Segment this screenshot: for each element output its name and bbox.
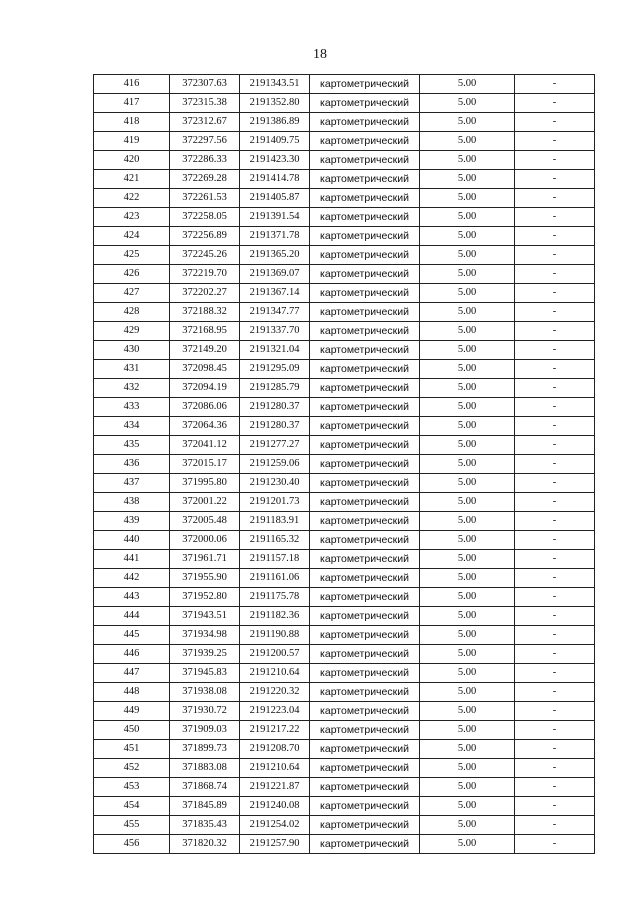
x-coordinate-cell: 372094.19 (170, 379, 240, 398)
y-coordinate-cell: 2191343.51 (240, 75, 310, 94)
table-row (94, 569, 595, 588)
precision-cell: 5.00 (420, 246, 515, 265)
x-coordinate-cell: 371899.73 (170, 740, 240, 759)
x-coordinate-cell: 371868.74 (170, 778, 240, 797)
method-cell: картометрический (310, 322, 420, 341)
note-cell: - (515, 797, 595, 816)
precision-cell: 5.00 (420, 265, 515, 284)
point-number-cell: 427 (94, 284, 170, 303)
method-cell: картометрический (310, 113, 420, 132)
x-coordinate-cell: 372245.26 (170, 246, 240, 265)
precision-cell: 5.00 (420, 398, 515, 417)
x-coordinate-cell: 371938.08 (170, 683, 240, 702)
note-cell: - (515, 493, 595, 512)
y-coordinate-cell: 2191347.77 (240, 303, 310, 322)
method-cell: картометрический (310, 227, 420, 246)
table-row (94, 455, 595, 474)
note-cell: - (515, 303, 595, 322)
point-number-cell: 425 (94, 246, 170, 265)
y-coordinate-cell: 2191409.75 (240, 132, 310, 151)
precision-cell: 5.00 (420, 664, 515, 683)
note-cell: - (515, 208, 595, 227)
y-coordinate-cell: 2191182.36 (240, 607, 310, 626)
method-cell: картометрический (310, 436, 420, 455)
table-row (94, 512, 595, 531)
table-row (94, 474, 595, 493)
point-number-cell: 416 (94, 75, 170, 94)
table-row (94, 759, 595, 778)
note-cell: - (515, 474, 595, 493)
method-cell: картометрический (310, 265, 420, 284)
method-cell: картометрический (310, 417, 420, 436)
precision-cell: 5.00 (420, 493, 515, 512)
point-number-cell: 429 (94, 322, 170, 341)
method-cell: картометрический (310, 493, 420, 512)
table-row (94, 227, 595, 246)
x-coordinate-cell: 372286.33 (170, 151, 240, 170)
x-coordinate-cell: 372258.05 (170, 208, 240, 227)
x-coordinate-cell: 371883.08 (170, 759, 240, 778)
table-row (94, 208, 595, 227)
y-coordinate-cell: 2191369.07 (240, 265, 310, 284)
note-cell: - (515, 170, 595, 189)
note-cell: - (515, 816, 595, 835)
x-coordinate-cell: 372098.45 (170, 360, 240, 379)
table-row (94, 531, 595, 550)
precision-cell: 5.00 (420, 113, 515, 132)
point-number-cell: 447 (94, 664, 170, 683)
method-cell: картометрический (310, 455, 420, 474)
y-coordinate-cell: 2191254.02 (240, 816, 310, 835)
y-coordinate-cell: 2191321.04 (240, 341, 310, 360)
method-cell: картометрический (310, 778, 420, 797)
method-cell: картометрический (310, 189, 420, 208)
y-coordinate-cell: 2191175.78 (240, 588, 310, 607)
precision-cell: 5.00 (420, 284, 515, 303)
precision-cell: 5.00 (420, 702, 515, 721)
x-coordinate-cell: 372041.12 (170, 436, 240, 455)
precision-cell: 5.00 (420, 797, 515, 816)
precision-cell: 5.00 (420, 227, 515, 246)
table-row (94, 303, 595, 322)
x-coordinate-cell: 371955.90 (170, 569, 240, 588)
method-cell: картометрический (310, 531, 420, 550)
x-coordinate-cell: 372005.48 (170, 512, 240, 531)
precision-cell: 5.00 (420, 588, 515, 607)
note-cell: - (515, 645, 595, 664)
precision-cell: 5.00 (420, 740, 515, 759)
precision-cell: 5.00 (420, 322, 515, 341)
point-number-cell: 428 (94, 303, 170, 322)
x-coordinate-cell: 372188.32 (170, 303, 240, 322)
y-coordinate-cell: 2191223.04 (240, 702, 310, 721)
x-coordinate-cell: 371945.83 (170, 664, 240, 683)
note-cell: - (515, 569, 595, 588)
table-row (94, 816, 595, 835)
table-row (94, 797, 595, 816)
y-coordinate-cell: 2191230.40 (240, 474, 310, 493)
y-coordinate-cell: 2191423.30 (240, 151, 310, 170)
method-cell: картометрический (310, 569, 420, 588)
table-row (94, 75, 595, 94)
table-row (94, 113, 595, 132)
y-coordinate-cell: 2191221.87 (240, 778, 310, 797)
point-number-cell: 433 (94, 398, 170, 417)
method-cell: картометрический (310, 208, 420, 227)
table-row (94, 132, 595, 151)
table-row (94, 664, 595, 683)
precision-cell: 5.00 (420, 683, 515, 702)
y-coordinate-cell: 2191190.88 (240, 626, 310, 645)
note-cell: - (515, 398, 595, 417)
y-coordinate-cell: 2191157.18 (240, 550, 310, 569)
x-coordinate-cell: 372149.20 (170, 341, 240, 360)
precision-cell: 5.00 (420, 626, 515, 645)
note-cell: - (515, 759, 595, 778)
page-number: 18 (313, 47, 327, 62)
y-coordinate-cell: 2191405.87 (240, 189, 310, 208)
x-coordinate-cell: 372261.53 (170, 189, 240, 208)
note-cell: - (515, 436, 595, 455)
note-cell: - (515, 778, 595, 797)
precision-cell: 5.00 (420, 94, 515, 113)
x-coordinate-cell: 371820.32 (170, 835, 240, 854)
coordinates-table (93, 74, 595, 854)
precision-cell: 5.00 (420, 607, 515, 626)
note-cell: - (515, 702, 595, 721)
y-coordinate-cell: 2191280.37 (240, 398, 310, 417)
point-number-cell: 454 (94, 797, 170, 816)
precision-cell: 5.00 (420, 816, 515, 835)
table-row (94, 151, 595, 170)
precision-cell: 5.00 (420, 170, 515, 189)
note-cell: - (515, 132, 595, 151)
precision-cell: 5.00 (420, 151, 515, 170)
y-coordinate-cell: 2191295.09 (240, 360, 310, 379)
note-cell: - (515, 550, 595, 569)
y-coordinate-cell: 2191352.80 (240, 94, 310, 113)
precision-cell: 5.00 (420, 132, 515, 151)
note-cell: - (515, 683, 595, 702)
x-coordinate-cell: 371934.98 (170, 626, 240, 645)
precision-cell: 5.00 (420, 303, 515, 322)
precision-cell: 5.00 (420, 208, 515, 227)
method-cell: картометрический (310, 379, 420, 398)
method-cell: картометрический (310, 246, 420, 265)
note-cell: - (515, 227, 595, 246)
y-coordinate-cell: 2191183.91 (240, 512, 310, 531)
point-number-cell: 449 (94, 702, 170, 721)
precision-cell: 5.00 (420, 531, 515, 550)
precision-cell: 5.00 (420, 721, 515, 740)
table-row (94, 835, 595, 854)
y-coordinate-cell: 2191257.90 (240, 835, 310, 854)
point-number-cell: 440 (94, 531, 170, 550)
point-number-cell: 418 (94, 113, 170, 132)
precision-cell: 5.00 (420, 455, 515, 474)
table-row (94, 360, 595, 379)
table-row (94, 683, 595, 702)
x-coordinate-cell: 372219.70 (170, 265, 240, 284)
note-cell: - (515, 835, 595, 854)
table-row (94, 170, 595, 189)
x-coordinate-cell: 371952.80 (170, 588, 240, 607)
table-row (94, 550, 595, 569)
y-coordinate-cell: 2191220.32 (240, 683, 310, 702)
point-number-cell: 436 (94, 455, 170, 474)
method-cell: картометрический (310, 721, 420, 740)
note-cell: - (515, 740, 595, 759)
point-number-cell: 442 (94, 569, 170, 588)
precision-cell: 5.00 (420, 189, 515, 208)
point-number-cell: 441 (94, 550, 170, 569)
table-row (94, 436, 595, 455)
method-cell: картометрический (310, 588, 420, 607)
precision-cell: 5.00 (420, 474, 515, 493)
method-cell: картометрический (310, 607, 420, 626)
point-number-cell: 448 (94, 683, 170, 702)
y-coordinate-cell: 2191240.08 (240, 797, 310, 816)
y-coordinate-cell: 2191337.70 (240, 322, 310, 341)
note-cell: - (515, 246, 595, 265)
y-coordinate-cell: 2191365.20 (240, 246, 310, 265)
point-number-cell: 435 (94, 436, 170, 455)
method-cell: картометрический (310, 132, 420, 151)
method-cell: картометрический (310, 664, 420, 683)
x-coordinate-cell: 372297.56 (170, 132, 240, 151)
y-coordinate-cell: 2191386.89 (240, 113, 310, 132)
x-coordinate-cell: 372168.95 (170, 322, 240, 341)
point-number-cell: 455 (94, 816, 170, 835)
y-coordinate-cell: 2191161.06 (240, 569, 310, 588)
coordinates-table-body (94, 75, 595, 854)
point-number-cell: 423 (94, 208, 170, 227)
note-cell: - (515, 417, 595, 436)
precision-cell: 5.00 (420, 645, 515, 664)
x-coordinate-cell: 372315.38 (170, 94, 240, 113)
note-cell: - (515, 113, 595, 132)
method-cell: картометрический (310, 645, 420, 664)
note-cell: - (515, 360, 595, 379)
note-cell: - (515, 265, 595, 284)
precision-cell: 5.00 (420, 835, 515, 854)
x-coordinate-cell: 372312.67 (170, 113, 240, 132)
y-coordinate-cell: 2191280.37 (240, 417, 310, 436)
x-coordinate-cell: 372064.36 (170, 417, 240, 436)
table-row (94, 607, 595, 626)
y-coordinate-cell: 2191277.27 (240, 436, 310, 455)
x-coordinate-cell: 371930.72 (170, 702, 240, 721)
x-coordinate-cell: 371845.89 (170, 797, 240, 816)
method-cell: картометрический (310, 94, 420, 113)
y-coordinate-cell: 2191201.73 (240, 493, 310, 512)
precision-cell: 5.00 (420, 75, 515, 94)
note-cell: - (515, 664, 595, 683)
table-row (94, 721, 595, 740)
point-number-cell: 444 (94, 607, 170, 626)
method-cell: картометрический (310, 816, 420, 835)
note-cell: - (515, 341, 595, 360)
point-number-cell: 432 (94, 379, 170, 398)
x-coordinate-cell: 371939.25 (170, 645, 240, 664)
y-coordinate-cell: 2191200.57 (240, 645, 310, 664)
note-cell: - (515, 607, 595, 626)
precision-cell: 5.00 (420, 360, 515, 379)
point-number-cell: 419 (94, 132, 170, 151)
point-number-cell: 420 (94, 151, 170, 170)
precision-cell: 5.00 (420, 379, 515, 398)
table-row (94, 341, 595, 360)
precision-cell: 5.00 (420, 569, 515, 588)
point-number-cell: 424 (94, 227, 170, 246)
method-cell: картометрический (310, 512, 420, 531)
x-coordinate-cell: 371943.51 (170, 607, 240, 626)
method-cell: картометрический (310, 303, 420, 322)
point-number-cell: 422 (94, 189, 170, 208)
table-row (94, 246, 595, 265)
x-coordinate-cell: 372269.28 (170, 170, 240, 189)
note-cell: - (515, 455, 595, 474)
point-number-cell: 437 (94, 474, 170, 493)
point-number-cell: 430 (94, 341, 170, 360)
table-row (94, 702, 595, 721)
note-cell: - (515, 721, 595, 740)
point-number-cell: 451 (94, 740, 170, 759)
x-coordinate-cell: 371835.43 (170, 816, 240, 835)
table-row (94, 493, 595, 512)
table-row (94, 417, 595, 436)
method-cell: картометрический (310, 626, 420, 645)
note-cell: - (515, 626, 595, 645)
note-cell: - (515, 379, 595, 398)
note-cell: - (515, 189, 595, 208)
x-coordinate-cell: 372000.06 (170, 531, 240, 550)
x-coordinate-cell: 371909.03 (170, 721, 240, 740)
point-number-cell: 453 (94, 778, 170, 797)
note-cell: - (515, 75, 595, 94)
point-number-cell: 445 (94, 626, 170, 645)
method-cell: картометрический (310, 474, 420, 493)
note-cell: - (515, 512, 595, 531)
method-cell: картометрический (310, 550, 420, 569)
y-coordinate-cell: 2191208.70 (240, 740, 310, 759)
point-number-cell: 434 (94, 417, 170, 436)
table-row (94, 626, 595, 645)
table-row (94, 379, 595, 398)
point-number-cell: 443 (94, 588, 170, 607)
method-cell: картометрический (310, 75, 420, 94)
method-cell: картометрический (310, 683, 420, 702)
precision-cell: 5.00 (420, 512, 515, 531)
method-cell: картометрический (310, 341, 420, 360)
point-number-cell: 446 (94, 645, 170, 664)
table-row (94, 398, 595, 417)
table-row (94, 284, 595, 303)
method-cell: картометрический (310, 740, 420, 759)
method-cell: картометрический (310, 797, 420, 816)
precision-cell: 5.00 (420, 759, 515, 778)
method-cell: картометрический (310, 170, 420, 189)
table-row (94, 265, 595, 284)
point-number-cell: 439 (94, 512, 170, 531)
x-coordinate-cell: 372086.06 (170, 398, 240, 417)
x-coordinate-cell: 371961.71 (170, 550, 240, 569)
point-number-cell: 421 (94, 170, 170, 189)
method-cell: картометрический (310, 284, 420, 303)
method-cell: картометрический (310, 360, 420, 379)
precision-cell: 5.00 (420, 550, 515, 569)
point-number-cell: 450 (94, 721, 170, 740)
y-coordinate-cell: 2191371.78 (240, 227, 310, 246)
y-coordinate-cell: 2191210.64 (240, 664, 310, 683)
y-coordinate-cell: 2191367.14 (240, 284, 310, 303)
y-coordinate-cell: 2191414.78 (240, 170, 310, 189)
table-row (94, 645, 595, 664)
y-coordinate-cell: 2191165.32 (240, 531, 310, 550)
table-row (94, 740, 595, 759)
note-cell: - (515, 151, 595, 170)
note-cell: - (515, 94, 595, 113)
x-coordinate-cell: 372256.89 (170, 227, 240, 246)
x-coordinate-cell: 371995.80 (170, 474, 240, 493)
x-coordinate-cell: 372307.63 (170, 75, 240, 94)
precision-cell: 5.00 (420, 341, 515, 360)
precision-cell: 5.00 (420, 778, 515, 797)
method-cell: картометрический (310, 398, 420, 417)
point-number-cell: 426 (94, 265, 170, 284)
table-row (94, 778, 595, 797)
precision-cell: 5.00 (420, 436, 515, 455)
point-number-cell: 456 (94, 835, 170, 854)
y-coordinate-cell: 2191217.22 (240, 721, 310, 740)
point-number-cell: 452 (94, 759, 170, 778)
note-cell: - (515, 322, 595, 341)
method-cell: картометрический (310, 835, 420, 854)
x-coordinate-cell: 372202.27 (170, 284, 240, 303)
method-cell: картометрический (310, 702, 420, 721)
table-row (94, 94, 595, 113)
precision-cell: 5.00 (420, 417, 515, 436)
x-coordinate-cell: 372015.17 (170, 455, 240, 474)
note-cell: - (515, 531, 595, 550)
table-row (94, 189, 595, 208)
table-row (94, 322, 595, 341)
method-cell: картометрический (310, 759, 420, 778)
note-cell: - (515, 588, 595, 607)
method-cell: картометрический (310, 151, 420, 170)
point-number-cell: 417 (94, 94, 170, 113)
table-row (94, 588, 595, 607)
y-coordinate-cell: 2191259.06 (240, 455, 310, 474)
point-number-cell: 438 (94, 493, 170, 512)
x-coordinate-cell: 372001.22 (170, 493, 240, 512)
point-number-cell: 431 (94, 360, 170, 379)
y-coordinate-cell: 2191391.54 (240, 208, 310, 227)
y-coordinate-cell: 2191285.79 (240, 379, 310, 398)
y-coordinate-cell: 2191210.64 (240, 759, 310, 778)
note-cell: - (515, 284, 595, 303)
